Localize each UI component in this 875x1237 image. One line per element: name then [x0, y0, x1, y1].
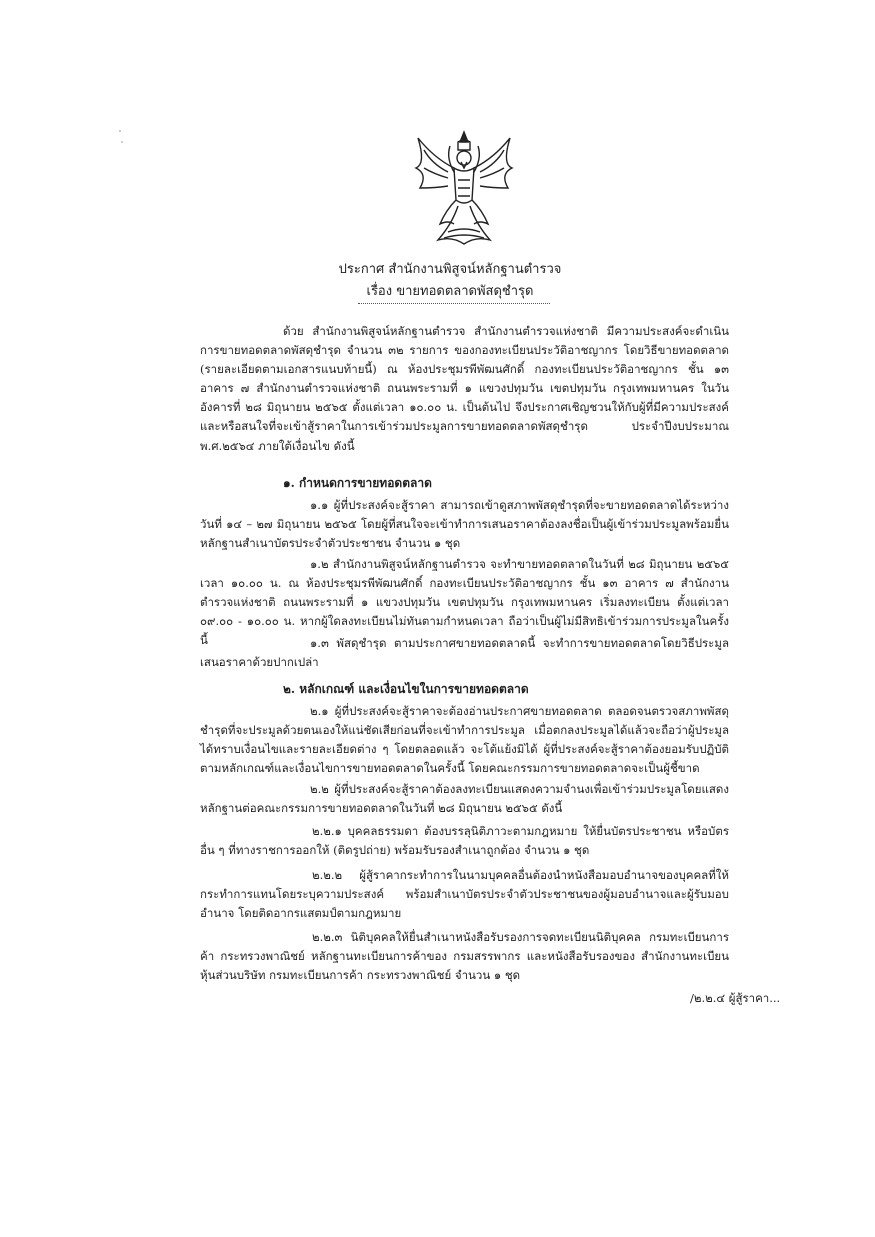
header-divider [358, 303, 550, 304]
section-1-heading: ๑. กำหนดการขายทอดตลาด [283, 476, 432, 490]
continuation-marker: /๒.๒.๔ ผู้สู้ราคา... [690, 991, 781, 1005]
section-1-1: ๑.๑ ผู้ที่ประสงค์จะสู้ราคา สามารถเข้าดูสภาพพัสดุชำรุดที่จะขายทอดตลาดได้ระหว่างวันที่ ๑๔ – ๒๗ มิถุนายน ๒๕๖๕ โดยผู้ที่สนใจจะเข้าทำการเสนอราคาต้องลงชื่อเป็นผู้เข้าร่วมประมูลพร้อมยื่นหลักฐานสำเนาบัตรประจำตัวประชาชน จำนวน ๑ ชุด [200, 498, 729, 551]
section-1-2: ๑.๒ สำนักงานพิสูจน์หลักฐานตำรวจ จะทำขายทอดตลาดในวันที่ ๒๘ มิถุนายน ๒๕๖๕ เวลา ๑๐.๐๐ น. ณ ห้องประชุมรพีพัฒนศักดิ์ กองทะเบียนประวัติอาชญากร ชั้น ๑๓ อาคาร ๗ สำนักงานตำรวจแห่งชาติ ถนนพระรามที่ ๑ แขวงปทุมวัน เขตปทุมวัน กรุงเทพมหานคร เริ่มลงทะเบียน ตั้งแต่เวลา ๐๙.๐๐ - ๑๐.๐๐ น. หากผู้ใดลงทะเบียนไม่ทันตามกำหนดเวลา ถือว่าเป็นผู้ไม่มีสิทธิเข้าร่วมการประมูลในครั้งนี้ [200, 557, 729, 648]
section-2-2-3: ๒.๒.๓ นิติบุคคลให้ยื่นสำเนาหนังสือรับรองการจดทะเบียนนิติบุคคล กรมทะเบียนการค้า กระทรวงพาณิชย์ หลักฐานทะเบียนการค้าของ กรมสรรพากร และหนังสือรับรองของ สำนักงานทะเบียนหุ้นส่วนบริษัท กรมทะเบียนการค้า กระทรวงพาณิชย์ จำนวน ๑ ชุด [200, 930, 729, 983]
section-1-3: ๑.๓ พัสดุชำรุด ตามประกาศขายทอดตลาดนี้ จะทำการขายทอดตลาดโดยวิธีประมูลเสนอราคาด้วยปากเปล่า [200, 636, 729, 670]
section-2-heading: ๒. หลักเกณฑ์ และเงื่อนไขในการขายทอดตลาด [283, 682, 529, 696]
section-2-2: ๒.๒ ผู้ที่ประสงค์จะสู้ราคาต้องลงทะเบียนแสดงความจำนงเพื่อเข้าร่วมประมูลโดยแสดงหลักฐานต่อคณะกรรมการขายทอดตลาดในวันที่ ๒๘ มิถุนายน ๒๕๖๕ ดังนี้ [200, 782, 729, 816]
section-2-1: ๒.๑ ผู้ที่ประสงค์จะสู้ราคาจะต้องอ่านประกาศขายทอดตลาด ตลอดจนตรวจสภาพพัสดุชำรุดที่จะประมูลด้วยตนเองให้แน่ชัดเสียก่อนที่จะเข้าทำการประมูล เมื่อตกลงประมูลได้แล้วจะถือว่าผู้ประมูลได้ทราบเงื่อนไขและรายละเอียดต่าง ๆ โดยตลอดแล้ว จะโต้แย้งมิได้ ผู้ที่ประสงค์จะสู้ราคาต้องยอมรับปฏิบัติตามหลักเกณฑ์และเงื่อนไขการขายทอดตลาดในครั้งนี้ โดยคณะกรรมการขายทอดตลาดจะเป็นผู้ชี้ขาด [200, 704, 729, 776]
section-2-2-2: ๒.๒.๒ ผู้สู้ราคากระทำการในนามบุคคลอื่นต้องนำหนังสือมอบอำนาจของบุคคลที่ให้กระทำการแทนโดยระบุความประสงค์ พร้อมสำเนาบัตรประจำตัวประชาชนของผู้มอบอำนาจและผู้รับมอบอำนาจ โดยติดอากรแสตมป์ตามกฎหมาย [200, 868, 729, 921]
announcement-title: ประกาศ สำนักงานพิสูจน์หลักฐานตำรวจ [338, 262, 562, 277]
scan-specks [118, 128, 124, 146]
garuda-emblem-icon [408, 128, 520, 250]
announcement-subject: เรื่อง ขายทอดตลาดพัสดุชำรุด [366, 284, 534, 299]
section-2-2-1: ๒.๒.๑ บุคคลธรรมดา ต้องบรรลุนิติภาวะตามกฎหมาย ให้ยื่นบัตรประชาชน หรือบัตรอื่น ๆ ที่ทางราชการออกให้ (ติดรูปถ่าย) พร้อมรับรองสำเนาถูกต้อง จำนวน ๑ ชุด [200, 824, 729, 858]
intro-paragraph: ด้วย สำนักงานพิสูจน์หลักฐานตำรวจ สำนักงานตำรวจแห่งชาติ มีความประสงค์จะดำเนินการขายทอดตลาดพัสดุชำรุด จำนวน ๓๒ รายการ ของกองทะเบียนประวัติอาชญากร โดยวิธีขายทอดตลาด (รายละเอียดตามเอกสารแนบท้ายนี้) ณ ห้องประชุมรพีพัฒนศักดิ์ กองทะเบียนประวัติอาชญากร ชั้น ๑๓ อาคาร ๗ สำนักงานตำรวจแห่งชาติ ถนนพระรามที่ ๑ แขวงปทุมวัน เขตปทุมวัน กรุงเทพมหานคร ในวันอังคารที่ ๒๘ มิถุนายน ๒๕๖๕ ตั้งแต่เวลา ๑๐.๐๐ น. เป็นต้นไป จึงประกาศเชิญชวนให้กับผู้ที่มีความประสงค์และหรือสนใจที่จะเข้าสู้ราคาในการเข้าร่วมประมูลการขายทอดตลาดพัสดุชำรุด ประจำปีงบประมาณ พ.ศ.๒๕๖๔ ภายใต้เงื่อนไข ดังนี้ [200, 324, 729, 453]
